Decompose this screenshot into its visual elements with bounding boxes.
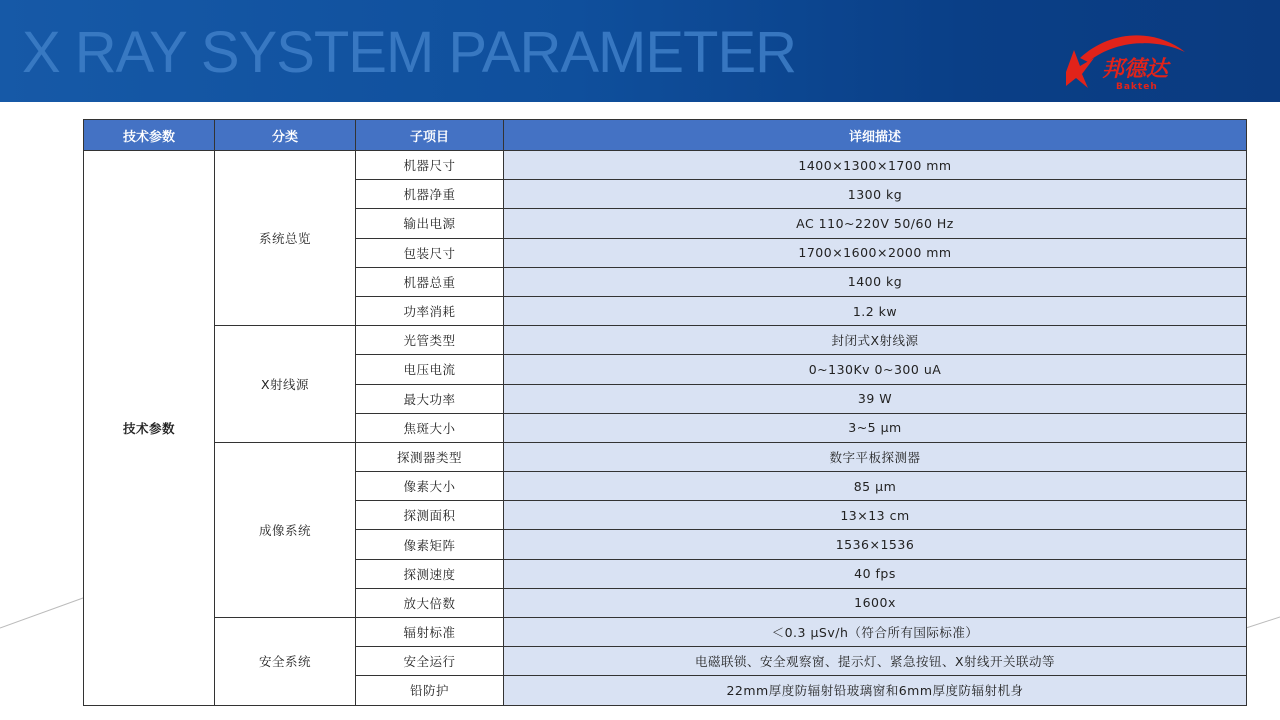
description-cell: 85 μm bbox=[504, 472, 1247, 501]
description-cell: 1600x bbox=[504, 588, 1247, 617]
description-cell: 39 W bbox=[504, 384, 1247, 413]
parameter-table bbox=[83, 119, 1247, 706]
logo-subtext: Bakteh bbox=[1116, 82, 1158, 92]
page-title: X RAY SYSTEM PARAMETER bbox=[22, 20, 797, 85]
table-row bbox=[84, 151, 1247, 180]
item-cell: 包装尺寸 bbox=[356, 238, 504, 267]
column-header: 技术参数 bbox=[84, 120, 215, 151]
item-cell: 探测速度 bbox=[356, 559, 504, 588]
description-cell: 1400 kg bbox=[504, 267, 1247, 296]
description-cell: 1.2 kw bbox=[504, 296, 1247, 325]
description-cell: 13×13 cm bbox=[504, 501, 1247, 530]
description-cell: AC 110~220V 50/60 Hz bbox=[504, 209, 1247, 238]
description-cell: 1400×1300×1700 mm bbox=[504, 151, 1247, 180]
item-cell: 铅防护 bbox=[356, 676, 504, 705]
description-cell: 40 fps bbox=[504, 559, 1247, 588]
table-header-row bbox=[84, 120, 1247, 151]
item-cell: 功率消耗 bbox=[356, 296, 504, 325]
item-cell: 探测面积 bbox=[356, 501, 504, 530]
description-cell: 电磁联锁、安全观察窗、提示灯、紧急按钮、X射线开关联动等 bbox=[504, 647, 1247, 676]
description-cell: 数字平板探测器 bbox=[504, 442, 1247, 471]
category-cell: 成像系统 bbox=[215, 442, 356, 617]
description-cell: 1536×1536 bbox=[504, 530, 1247, 559]
item-cell: 焦斑大小 bbox=[356, 413, 504, 442]
description-cell: 封闭式X射线源 bbox=[504, 326, 1247, 355]
table-row bbox=[84, 326, 1247, 355]
description-cell: 1700×1600×2000 mm bbox=[504, 238, 1247, 267]
logo-text: 邦德达 bbox=[1102, 57, 1169, 82]
item-cell: 探测器类型 bbox=[356, 442, 504, 471]
item-cell: 机器净重 bbox=[356, 180, 504, 209]
item-cell: 辐射标准 bbox=[356, 618, 504, 647]
item-cell: 像素矩阵 bbox=[356, 530, 504, 559]
item-cell: 像素大小 bbox=[356, 472, 504, 501]
item-cell: 最大功率 bbox=[356, 384, 504, 413]
main-category-cell: 技术参数 bbox=[84, 151, 215, 706]
item-cell: 放大倍数 bbox=[356, 588, 504, 617]
item-cell: 输出电源 bbox=[356, 209, 504, 238]
description-cell: 1300 kg bbox=[504, 180, 1247, 209]
column-header: 详细描述 bbox=[504, 120, 1247, 151]
column-header: 分类 bbox=[215, 120, 356, 151]
description-cell: 0~130Kv 0~300 uA bbox=[504, 355, 1247, 384]
category-cell: 系统总览 bbox=[215, 151, 356, 326]
item-cell: 光管类型 bbox=[356, 326, 504, 355]
column-header: 子项目 bbox=[356, 120, 504, 151]
description-cell: 3~5 μm bbox=[504, 413, 1247, 442]
item-cell: 电压电流 bbox=[356, 355, 504, 384]
table-row bbox=[84, 442, 1247, 471]
description-cell: ＜0.3 μSv/h（符合所有国际标准） bbox=[504, 618, 1247, 647]
table-row bbox=[84, 618, 1247, 647]
item-cell: 安全运行 bbox=[356, 647, 504, 676]
description-cell: 22mm厚度防辐射铅玻璃窗和6mm厚度防辐射机身 bbox=[504, 676, 1247, 705]
item-cell: 机器尺寸 bbox=[356, 151, 504, 180]
item-cell: 机器总重 bbox=[356, 267, 504, 296]
category-cell: 安全系统 bbox=[215, 618, 356, 706]
category-cell: X射线源 bbox=[215, 326, 356, 443]
